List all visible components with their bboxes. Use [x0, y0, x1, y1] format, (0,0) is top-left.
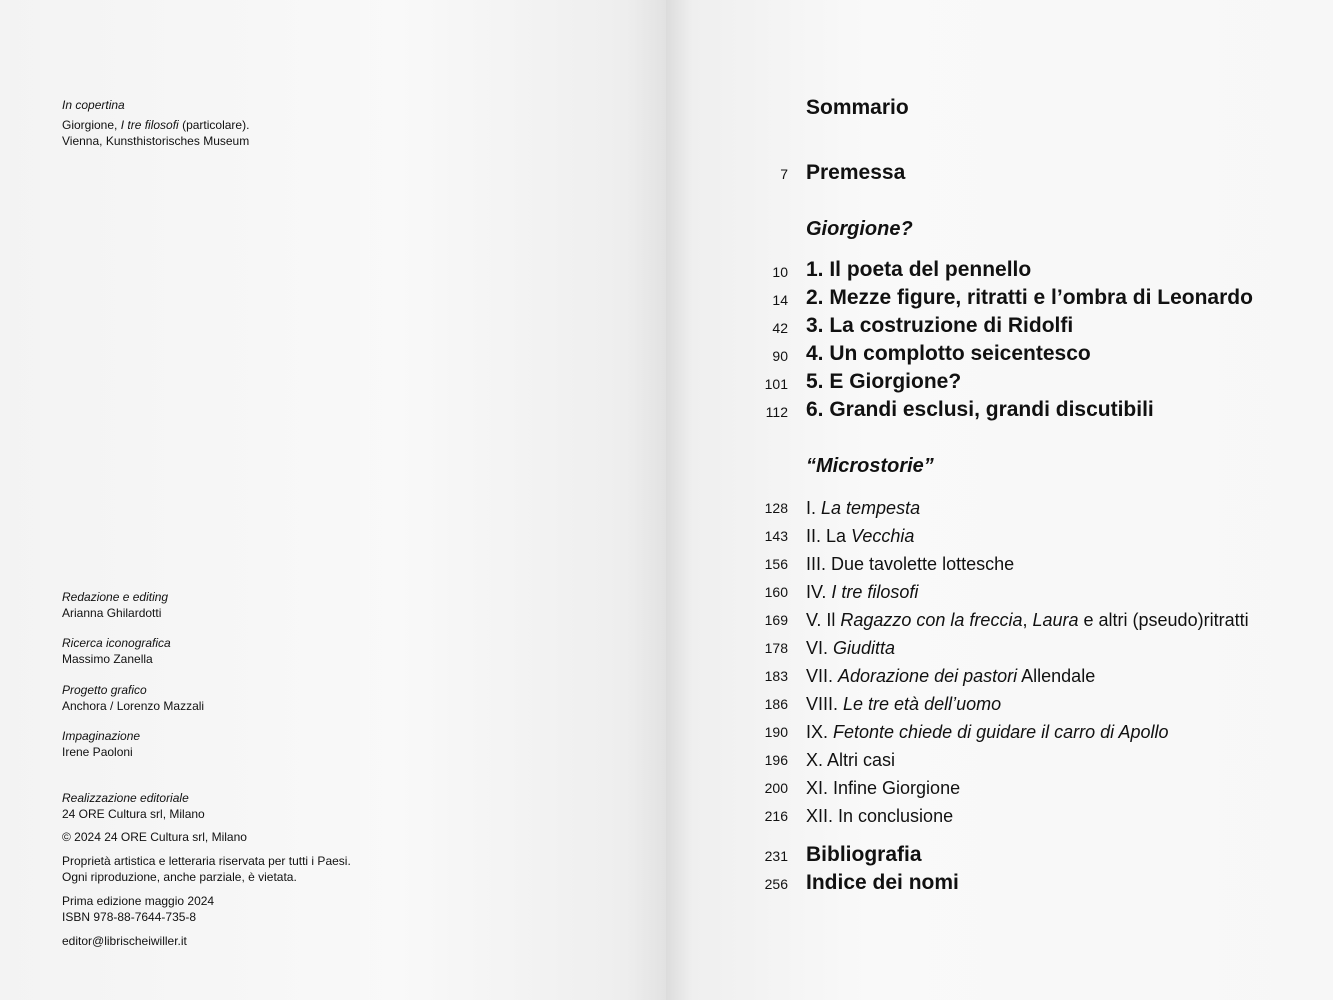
- credit-editing: Redazione e editing Arianna Ghilardotti: [62, 590, 169, 620]
- cover-label: In copertina: [62, 98, 125, 112]
- toc-heading: Sommario: [806, 96, 909, 119]
- toc-microstoria-title: VIII. Le tre età dell’uomo: [806, 694, 1002, 714]
- toc-page-number: 42: [772, 320, 788, 336]
- toc-microstoria-title: VI. Giuditta: [806, 638, 896, 658]
- section-giorgione: Giorgione?: [806, 218, 913, 240]
- toc-microstoria-title: XI. Infine Giorgione: [806, 778, 961, 798]
- section-microstorie: “Microstorie”: [806, 455, 934, 477]
- toc-microstoria-title: IX. Fetonte chiede di guidare il carro di Apollo: [806, 722, 1169, 742]
- toc-chapter-title: 5. E Giorgione?: [806, 370, 962, 393]
- edition-info: Prima edizione maggio 2024 ISBN 978-88-7644-735-8: [62, 894, 215, 924]
- toc-microstoria-title: III. Due tavolette lottesche: [806, 554, 1015, 574]
- toc-page-number: 101: [764, 376, 788, 392]
- email: editor@librischeiwiller.it: [62, 934, 187, 948]
- copyright: © 2024 24 ORE Cultura srl, Milano: [62, 830, 247, 844]
- toc-page-number: 231: [764, 848, 788, 864]
- toc-chapter-title: 3. La costruzione di Ridolfi: [806, 314, 1074, 337]
- toc-page-number: 112: [765, 404, 788, 420]
- toc-page-number: 160: [764, 584, 788, 600]
- credit-production: Realizzazione editoriale 24 ORE Cultura srl, Milano: [62, 791, 205, 821]
- toc-end-title: Indice dei nomi: [806, 871, 959, 894]
- toc-chapter-title: 6. Grandi esclusi, grandi discutibili: [806, 398, 1154, 421]
- rights-notice: Proprietà artistica e letteraria riservata per tutti i Paesi. Ogni riproduzione, anche parziale, è vietata.: [62, 854, 351, 884]
- toc-microstoria-title: X. Altri casi: [806, 750, 896, 770]
- credit-iconography: Ricerca iconografica Massimo Zanella: [62, 636, 171, 666]
- toc-page-number: 196: [764, 752, 788, 768]
- toc-page-number: 156: [764, 556, 788, 572]
- toc-page-number: 183: [764, 668, 788, 684]
- credit-design: Progetto grafico Anchora / Lorenzo Mazzali: [62, 683, 205, 713]
- toc-microstoria-title: I. La tempesta: [806, 498, 921, 518]
- toc-microstoria-title: II. La Vecchia: [806, 526, 915, 546]
- toc-page-number: 143: [764, 528, 788, 544]
- toc-microstoria-title: VII. Adorazione dei pastori Allendale: [806, 666, 1096, 686]
- toc-page-number: 216: [764, 808, 788, 824]
- toc-page-number: 90: [772, 348, 788, 364]
- cover-caption: Giorgione, I tre filosofi (particolare).: [62, 118, 250, 132]
- toc-page-number: 128: [764, 500, 788, 516]
- toc-page-number: 7: [780, 166, 788, 182]
- toc-premessa: Premessa: [806, 161, 906, 184]
- cover-museum: Vienna, Kunsthistorisches Museum: [62, 134, 250, 148]
- cover-credit: [62, 97, 622, 149]
- toc-page-number: 190: [764, 724, 788, 740]
- toc-page-number: 256: [764, 876, 788, 892]
- toc-page-number: 186: [764, 696, 788, 712]
- toc-page-number: 178: [764, 640, 788, 656]
- toc-end-title: Bibliografia: [806, 843, 922, 866]
- toc-page-number: 169: [764, 612, 788, 628]
- toc-microstoria-title: IV. I tre filosofi: [806, 582, 919, 602]
- toc-page-number: 200: [764, 780, 788, 796]
- toc-chapter-title: 4. Un complotto seicentesco: [806, 342, 1091, 365]
- toc-chapter-title: 2. Mezze figure, ritratti e l’ombra di Leonardo: [806, 286, 1253, 309]
- toc-microstoria-title: V. Il Ragazzo con la freccia, Laura e altri (pseudo)ritratti: [806, 610, 1249, 630]
- credit-layout: Impaginazione Irene Paoloni: [62, 729, 141, 759]
- toc-page-number: 10: [772, 264, 788, 280]
- toc-page-number: 14: [772, 292, 788, 308]
- toc-chapter-title: 1. Il poeta del pennello: [806, 258, 1032, 281]
- toc-microstoria-title: XII. In conclusione: [806, 806, 954, 826]
- left-page: [0, 0, 666, 1000]
